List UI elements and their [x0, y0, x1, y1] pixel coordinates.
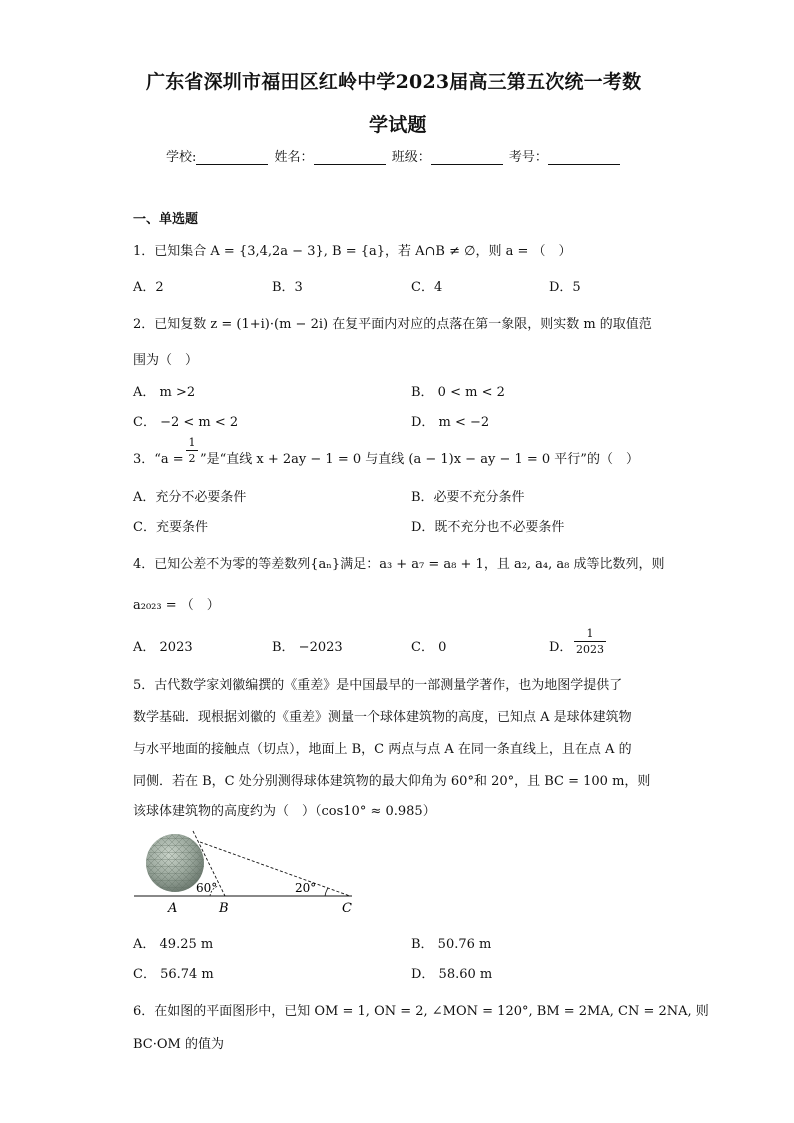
angle-b-label: 60° [196, 881, 218, 895]
point-b-label: B [219, 901, 229, 916]
q4-d-num: 1 [586, 627, 594, 640]
name-blank[interactable] [314, 152, 386, 165]
q4-d-den: 2023 [576, 643, 604, 656]
question-5-line1: 5．古代数学家刘徽编撰的《重差》是中国最早的一部测量学著作，也为地图学提供了 [133, 678, 623, 693]
school-blank[interactable] [196, 152, 268, 165]
q3-option-c: C．充要条件 [133, 520, 208, 535]
q5-option-a: A． 49.25 m [133, 937, 214, 952]
q4-option-c: C． 0 [411, 640, 447, 655]
q1-option-a: A．2 [133, 280, 164, 295]
question-5-line5: 该球体建筑物的高度约为（ ）（cos10° ≈ 0.985） [133, 804, 436, 819]
exam-number-label: 考号： [508, 150, 548, 165]
question-1-text: 1．已知集合 A = {3,4,2a − 3}, B = {a}，若 A∩B ≠ ∅，则 a = （ ） [133, 244, 572, 259]
q5-option-d: D． 58.60 m [411, 967, 493, 982]
q2-option-c: C． −2 < m < 2 [133, 415, 239, 430]
q1-option-c: C．4 [411, 280, 443, 295]
name-label: 姓名： [274, 150, 314, 165]
question-5-line2: 数学基础．现根据刘徽的《重差》测量一个球体建筑物的高度，已知点 A 是球体建筑物 [133, 710, 632, 725]
q4-option-b: B． −2023 [272, 640, 343, 655]
q5-option-c: C． 56.74 m [133, 967, 214, 982]
q3-option-b: B．必要不充分条件 [411, 490, 525, 505]
section-heading: 一、单选题 [133, 212, 199, 227]
q3-frac-den: 2 [188, 452, 196, 465]
page-title-line2: 学试题 [369, 114, 427, 136]
q3-frac-num: 1 [188, 436, 196, 449]
q1-option-d: D．5 [549, 280, 581, 295]
q2-option-a: A． m >2 [133, 385, 196, 400]
question-5-line3: 与水平地面的接触点（切点），地面上 B，C 两点与点 A 在同一条直线上，且在点 A 的 [133, 742, 632, 757]
q4-option-a: A． 2023 [133, 640, 193, 655]
school-label: 学校: [166, 150, 197, 165]
exam-number-blank[interactable] [548, 152, 620, 165]
point-c-label: C [342, 901, 352, 916]
q1-option-b: B．3 [272, 280, 303, 295]
question-4-text-line2: a₂₀₂₃ = （ ） [133, 598, 220, 613]
question-3-prefix: 3．“a = [133, 452, 184, 467]
question-4-text-line1: 4．已知公差不为零的等差数列{aₙ}满足：a₃ + a₇ = a₈ + 1，且 a₂, a₄, a₈ 成等比数列，则 [133, 557, 665, 572]
q3-fraction [186, 436, 198, 465]
sphere-figure [130, 828, 360, 918]
angle-c-label: 20° [295, 881, 317, 895]
class-blank[interactable] [431, 152, 503, 165]
question-2-text-line1: 2．已知复数 z = (1+i)·(m − 2i) 在复平面内对应的点落在第一象限，则实数 m 的取值范 [133, 317, 652, 332]
info-fields [166, 146, 622, 165]
question-6-text-line2: BC·OM 的值为 [133, 1037, 224, 1052]
question-6-text-line1: 6．在如图的平面图形中，已知 OM = 1, ON = 2, ∠MON = 120°, BM = 2MA, CN = 2NA, 则 [133, 1004, 709, 1019]
question-2-text-line2: 围为（ ） [133, 353, 199, 368]
q5-option-b: B． 50.76 m [411, 937, 492, 952]
question-3-suffix: ”是“直线 x + 2ay − 1 = 0 与直线 (a − 1)x − ay − 1 = 0 平行”的（ ） [200, 452, 639, 467]
question-5-line4: 同侧．若在 B，C 处分别测得球体建筑物的最大仰角为 60°和 20°，且 BC = 100 m，则 [133, 774, 651, 789]
q4-option-d-label: D． [549, 640, 573, 655]
q4-option-d-fraction [574, 627, 606, 656]
q3-option-a: A．充分不必要条件 [133, 490, 247, 505]
q2-option-d: D． m < −2 [411, 415, 490, 430]
class-label: 班级： [391, 150, 431, 165]
angle-arc-c [325, 888, 328, 896]
q3-option-d: D．既不充分也不必要条件 [411, 520, 565, 535]
point-a-label: A [168, 901, 178, 916]
page-title-line1: 广东省深圳市福田区红岭中学2023届高三第五次统一考数 [146, 71, 642, 93]
q2-option-b: B． 0 < m < 2 [411, 385, 505, 400]
line-of-sight-c [200, 842, 350, 896]
